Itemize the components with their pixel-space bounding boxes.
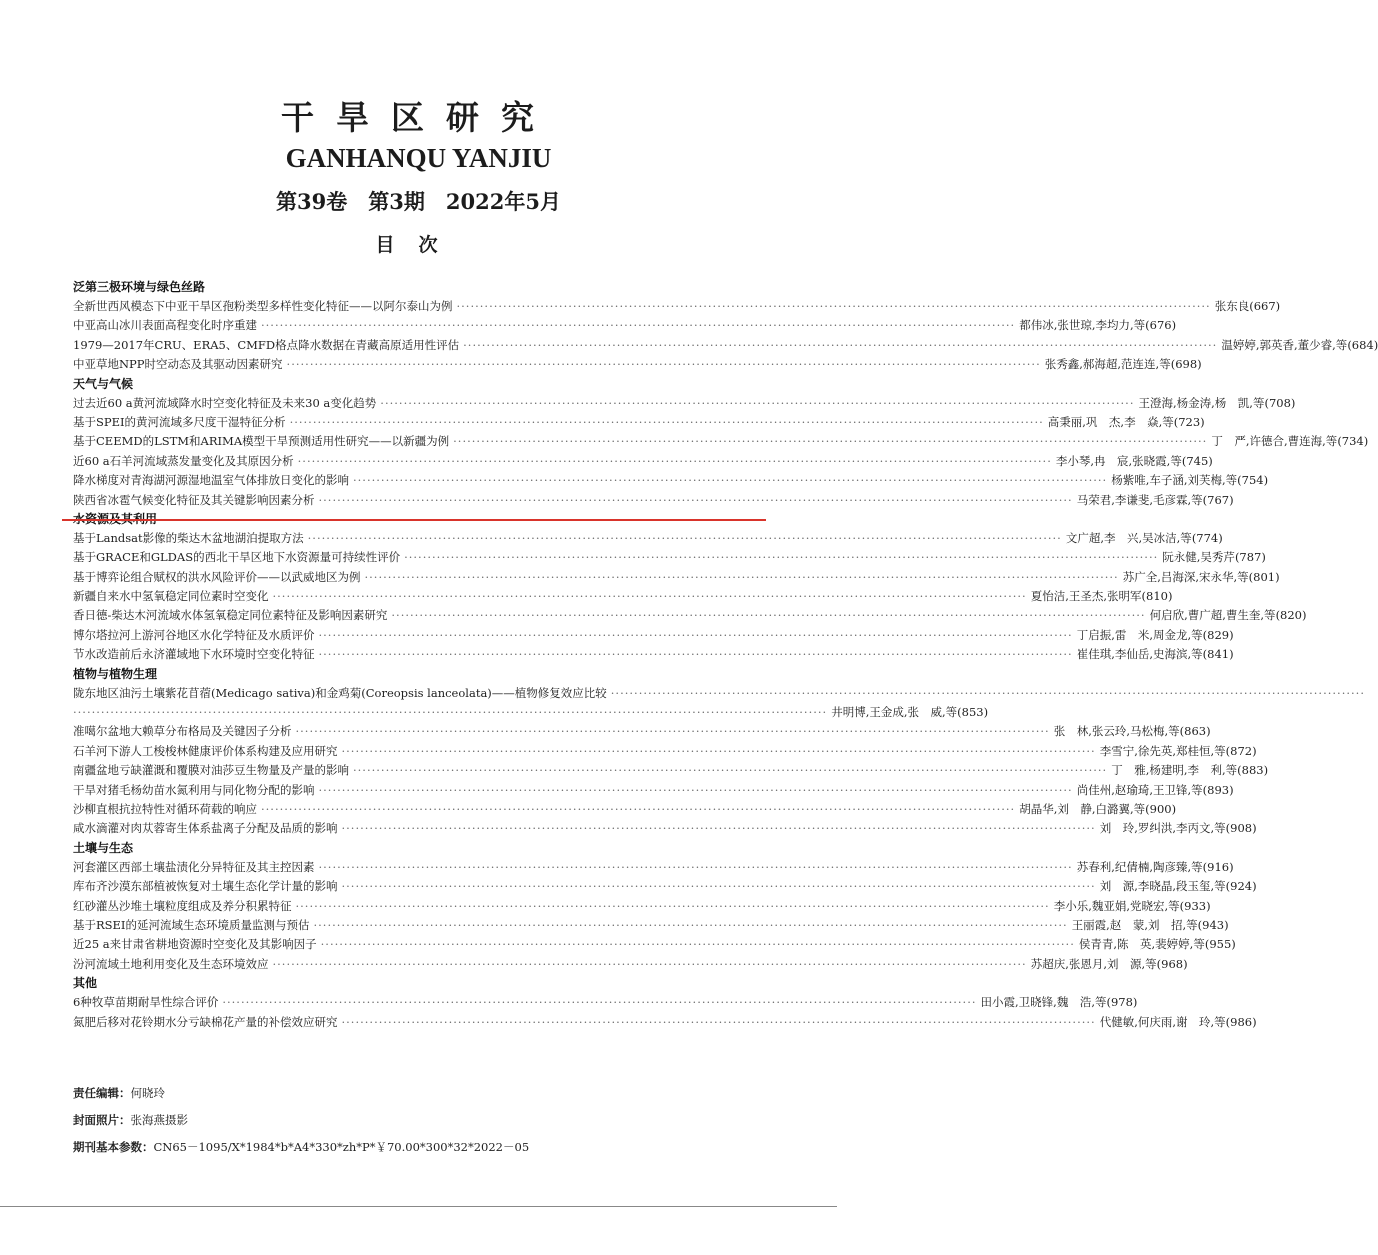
entry-authors: 代健敏,何庆雨,谢 玲,等: [1099, 1014, 1226, 1029]
entry-title: 过去近60 a黄河流域降水时空变化特征及未来30 a变化趋势: [73, 395, 377, 410]
entry-page: (754): [1237, 473, 1269, 488]
entry-page: (908): [1225, 821, 1257, 836]
entry-authors: 都伟冰,张世琼,李均力,等: [1019, 318, 1146, 333]
entry-authors: 张东良: [1214, 299, 1250, 313]
entry-authors: 苏春利,纪倩楠,陶彦臻,等: [1076, 859, 1203, 874]
entry-authors: 刘 玲,罗纠洪,李丙文,等: [1099, 821, 1226, 836]
issue-info: 第39卷 第3期 2022年5月: [276, 189, 561, 214]
entry-title: 准噶尔盆地大赖草分布格局及关键因子分析: [73, 724, 292, 739]
toc-entry[interactable]: [73, 761, 1269, 780]
entry-authors: 张秀鑫,郝海超,范连连,等: [1044, 357, 1171, 372]
journal-params-label: 期刊基本参数：: [73, 1140, 154, 1154]
entry-title: 基于GRACE和GLDAS的西北干旱区地下水资源量可持续性评价: [73, 550, 401, 565]
toc-entry[interactable]: [73, 413, 1205, 432]
toc-entry[interactable]: [73, 394, 1296, 413]
leader-dots: [391, 606, 1145, 625]
entry-authors: 李小乐,魏亚娟,党晓宏,等: [1053, 898, 1180, 913]
leader-dots: [296, 897, 1050, 916]
entry-title: 汾河流域土地利用变化及生态环境效应: [73, 956, 269, 971]
section-heading: 植物与植物生理: [73, 666, 158, 681]
entry-page: (883): [1237, 763, 1269, 778]
toc-entry[interactable]: [73, 645, 1234, 664]
toc-entry[interactable]: [73, 355, 1202, 374]
entry-page: (829): [1202, 627, 1234, 642]
entry-page: (787): [1234, 550, 1266, 565]
toc-entry[interactable]: [73, 781, 1234, 800]
entry-page: (684): [1347, 337, 1378, 352]
entry-page: (863): [1179, 724, 1211, 739]
leader-dots: [342, 877, 1096, 896]
entry-page: (708): [1264, 395, 1296, 410]
entry-page: (820): [1275, 608, 1307, 623]
footer-info: [73, 1080, 763, 1161]
entry-title: 香日德-柴达木河流域水体氢氧稳定同位素特征及影响因素研究: [73, 608, 388, 623]
entry-title: 新疆自来水中氢氧稳定同位素时空变化: [73, 589, 269, 604]
entry-page: (698): [1170, 357, 1202, 372]
cover-photo-line: [73, 1107, 763, 1134]
entry-page: (872): [1225, 743, 1257, 758]
section-heading: 天气与气候: [73, 376, 134, 391]
entry-page: (841): [1202, 647, 1234, 662]
entry-authors: 刘 源,李晓晶,段玉玺,等: [1099, 879, 1226, 894]
entry-authors: 苏超庆,张恩月,刘 源,等: [1030, 956, 1157, 971]
entry-page: (955): [1204, 937, 1236, 952]
table-of-contents: [73, 278, 1378, 1032]
entry-authors: 王丽霞,赵 蒙,刘 招,等: [1071, 917, 1198, 932]
red-underline-marker: [62, 519, 766, 521]
entry-page: (774): [1191, 530, 1223, 545]
journal-title-pinyin: GANHANQU YANJIU: [285, 143, 552, 173]
entry-authors: 崔佳琪,李仙岳,史海滨,等: [1076, 647, 1203, 662]
entry-page: (810): [1141, 589, 1173, 604]
journal-title-chinese: 干旱区研究: [281, 98, 556, 137]
entry-title: 南疆盆地亏缺灌溉和覆膜对油莎豆生物量及产量的影响: [73, 763, 349, 778]
entry-title: 河套灌区西部土壤盐渍化分异特征及其主控因素: [73, 859, 315, 874]
entry-title: 基于Landsat影像的柴达木盆地湖泊提取方法: [73, 530, 304, 545]
entry-authors: 尚佳州,赵瑜琦,王卫锋,等: [1076, 782, 1203, 797]
entry-page: (767): [1202, 492, 1234, 507]
toc-entry[interactable]: [73, 916, 1229, 935]
entry-title: 1979—2017年CRU、ERA5、CMFD格点降水数据在青藏高原适用性评估: [73, 337, 460, 352]
entry-page: (900): [1145, 801, 1177, 816]
toc-entry[interactable]: [73, 722, 1211, 741]
leader-dots: [273, 955, 1027, 974]
entry-title: 咸水滴灌对肉苁蓉寄生体系盐离子分配及品质的影响: [73, 821, 338, 836]
leader-dots: [298, 452, 1052, 471]
toc-entry[interactable]: [73, 452, 1213, 471]
toc-entry[interactable]: [73, 877, 1257, 896]
entry-authors: 王澄海,杨金涛,杨 凯,等: [1138, 395, 1265, 410]
leader-dots: [319, 858, 1073, 877]
entry-authors: 胡晶华,刘 静,白潞翼,等: [1019, 801, 1146, 816]
leader-dots: [342, 742, 1096, 761]
leader-dots: [319, 626, 1073, 645]
leader-dots: [342, 1013, 1096, 1032]
leader-dots: [342, 819, 1096, 838]
entry-title: 干旱对猪毛杨幼苗水氮利用与同化物分配的影响: [73, 782, 315, 797]
toc-entry[interactable]: [73, 587, 1173, 606]
toc-entry[interactable]: [73, 819, 1257, 838]
leader-dots: [463, 336, 1217, 355]
entry-title: 基于SPEI的黄河流域多尺度干湿特征分析: [73, 414, 286, 429]
toc-entry[interactable]: [73, 529, 1223, 548]
entry-title: 库布齐沙漠东部植被恢复对土壤生态化学计量的影响: [73, 879, 338, 894]
entry-title: 石羊河下游人工梭梭林健康评价体系构建及应用研究: [73, 743, 338, 758]
cover-photo-credit: 张海燕摄影: [130, 1113, 188, 1127]
entry-title: 博尔塔拉河上游河谷地区水化学特征及水质评价: [73, 627, 315, 642]
entry-authors: 侯青青,陈 英,裴婷婷,等: [1078, 937, 1205, 952]
leader-dots: [73, 703, 827, 722]
toc-entry[interactable]: [73, 626, 1234, 645]
entry-authors: 田小霞,卫晓锋,魏 浩,等: [980, 995, 1107, 1010]
entry-page: (893): [1202, 782, 1234, 797]
leader-dots: [290, 413, 1044, 432]
leader-dots: [273, 587, 1027, 606]
entry-title: 中亚草地NPP时空动态及其驱动因素研究: [73, 357, 283, 372]
entry-authors: 苏广全,吕海深,宋永华,等: [1122, 569, 1249, 584]
entry-title: 近25 a来甘肃省耕地资源时空变化及其影响因子: [73, 937, 317, 952]
entry-page: (943): [1197, 917, 1229, 932]
leader-dots: [365, 568, 1119, 587]
entry-title: 节水改造前后永济灌域地下水环境时空变化特征: [73, 647, 315, 662]
entry-title: 陕西省冰雹气候变化特征及其关键影响因素分析: [73, 492, 315, 507]
entry-authors: 李小琴,冉 宸,张晓霞,等: [1055, 453, 1182, 468]
toc-entry[interactable]: [73, 297, 1281, 316]
section-heading: 泛第三极环境与绿色丝路: [73, 280, 206, 294]
leader-dots: [457, 297, 1211, 316]
entry-page: (745): [1181, 453, 1213, 468]
toc-entry[interactable]: [73, 568, 1280, 587]
editor-name: 何晓玲: [130, 1086, 165, 1100]
entry-authors: 高秉丽,巩 杰,李 焱,等: [1047, 414, 1174, 429]
entry-authors: 温婷婷,郭英香,董少睿,等: [1221, 337, 1348, 352]
entry-page: (853): [957, 705, 989, 720]
entry-authors: 井明博,王金成,张 威,等: [831, 705, 958, 720]
entry-title: 基于RSEI的延河流域生态环境质量监测与预估: [73, 917, 310, 932]
section-heading: 土壤与生态: [73, 840, 134, 855]
entry-page: (916): [1202, 859, 1234, 874]
toc-entry[interactable]: [73, 432, 1369, 451]
entry-authors: 夏怡洁,王圣杰,张明军: [1030, 589, 1142, 604]
leader-dots: [353, 761, 1107, 780]
entry-page: (978): [1106, 995, 1138, 1010]
leader-dots: [611, 684, 1365, 703]
entry-title: 基于CEEMD的LSTM和ARIMA模型干旱预测适用性研究——以新疆为例: [73, 434, 450, 449]
toc-entry[interactable]: [73, 742, 1257, 761]
entry-page: (734): [1337, 434, 1369, 449]
toc-entry[interactable]: [73, 800, 1177, 819]
leader-dots: [319, 645, 1073, 664]
leader-dots: [261, 316, 1015, 335]
entry-title: 全新世西风模态下中亚干旱区孢粉类型多样性变化特征——以阿尔泰山为例: [73, 299, 453, 313]
entry-title: 6种牧草苗期耐旱性综合评价: [73, 995, 219, 1010]
entry-page: (986): [1225, 1014, 1257, 1029]
leader-dots: [308, 529, 1062, 548]
leader-dots: [380, 394, 1134, 413]
leader-dots: [261, 800, 1015, 819]
entry-authors: 丁 严,许德合,曹连海,等: [1211, 434, 1338, 449]
entry-title: 降水梯度对青海湖河源湿地温室气体排放日变化的影响: [73, 473, 349, 488]
entry-authors: 文广超,李 兴,吴冰洁,等: [1065, 530, 1192, 545]
leader-dots: [313, 916, 1067, 935]
entry-page: (723): [1173, 414, 1205, 429]
entry-title: 陇东地区油污土壤紫花苜蓿(Medicago sativa)和金鸡菊(Coreopsis lanceolata)——植物修复效应比较: [73, 685, 607, 700]
entry-page: (676): [1145, 318, 1177, 333]
entry-title: 中亚高山冰川表面高程变化时序重建: [73, 318, 257, 333]
toc-entry[interactable]: [73, 858, 1234, 877]
toc-entry[interactable]: [73, 993, 1138, 1012]
entry-title: 基于博弈论组合赋权的洪水风险评价——以武威地区为例: [73, 569, 361, 584]
leader-dots: [453, 432, 1207, 451]
toc-entry[interactable]: [73, 606, 1307, 625]
entry-page: (801): [1248, 569, 1280, 584]
toc-entry[interactable]: [73, 955, 1188, 974]
entry-title: 沙柳直根抗拉特性对循环荷载的响应: [73, 801, 257, 816]
entry-page: (933): [1179, 898, 1211, 913]
toc-entry[interactable]: [73, 316, 1177, 335]
entry-authors: 李雪宁,徐先英,郑桂恒,等: [1099, 743, 1226, 758]
toc-entry[interactable]: [73, 336, 1378, 355]
entry-authors: 马荣君,李谦斐,毛彦霖,等: [1076, 492, 1203, 507]
entry-authors: 何启欣,曹广超,曹生奎,等: [1149, 608, 1276, 623]
leader-dots: [404, 548, 1158, 567]
entry-authors: 张 林,张云玲,马松梅,等: [1053, 724, 1180, 739]
bottom-divider: [0, 1206, 837, 1207]
entry-authors: 阮永健,吴秀芹: [1162, 550, 1235, 565]
toc-entry[interactable]: [73, 548, 1266, 567]
toc-entry[interactable]: [73, 897, 1211, 916]
leader-dots: [319, 781, 1073, 800]
toc-entry[interactable]: [73, 471, 1269, 490]
entry-authors: 丁启振,雷 米,周金龙,等: [1076, 627, 1203, 642]
cover-photo-label: 封面照片：: [73, 1113, 131, 1127]
leader-dots: [321, 935, 1075, 954]
toc-entry[interactable]: [73, 684, 755, 703]
contents-heading: 目次: [375, 234, 462, 256]
toc-entry[interactable]: [73, 491, 1234, 510]
entry-page: (968): [1156, 956, 1188, 971]
entry-page: (667): [1249, 299, 1281, 313]
toc-entry[interactable]: [73, 1013, 1257, 1032]
toc-entry-continuation: [73, 703, 989, 722]
editor-line: [73, 1080, 763, 1107]
leader-dots: [319, 491, 1073, 510]
journal-params-value: CN65－1095/X*1984*b*A4*330*zh*P*￥70.00*300*32*2022－05: [153, 1140, 530, 1154]
section-heading: 其他: [73, 976, 98, 991]
leader-dots: [287, 355, 1041, 374]
entry-title: 近60 a石羊河流域蒸发量变化及其原因分析: [73, 453, 294, 468]
editor-label: 责任编辑：: [73, 1086, 131, 1100]
entry-page: (924): [1225, 879, 1257, 894]
entry-title: 氮肥后移对花铃期水分亏缺棉花产量的补偿效应研究: [73, 1014, 338, 1029]
leader-dots: [353, 471, 1107, 490]
entry-authors: 丁 雅,杨建明,李 利,等: [1111, 763, 1238, 778]
leader-dots: [296, 722, 1050, 741]
toc-entry[interactable]: [73, 935, 1236, 954]
entry-title: 红砂灌丛沙堆土壤粒度组成及养分积累特征: [73, 898, 292, 913]
entry-authors: 杨紫唯,车子涵,刘芙梅,等: [1111, 473, 1238, 488]
leader-dots: [222, 993, 976, 1012]
journal-params-line: [73, 1134, 763, 1161]
